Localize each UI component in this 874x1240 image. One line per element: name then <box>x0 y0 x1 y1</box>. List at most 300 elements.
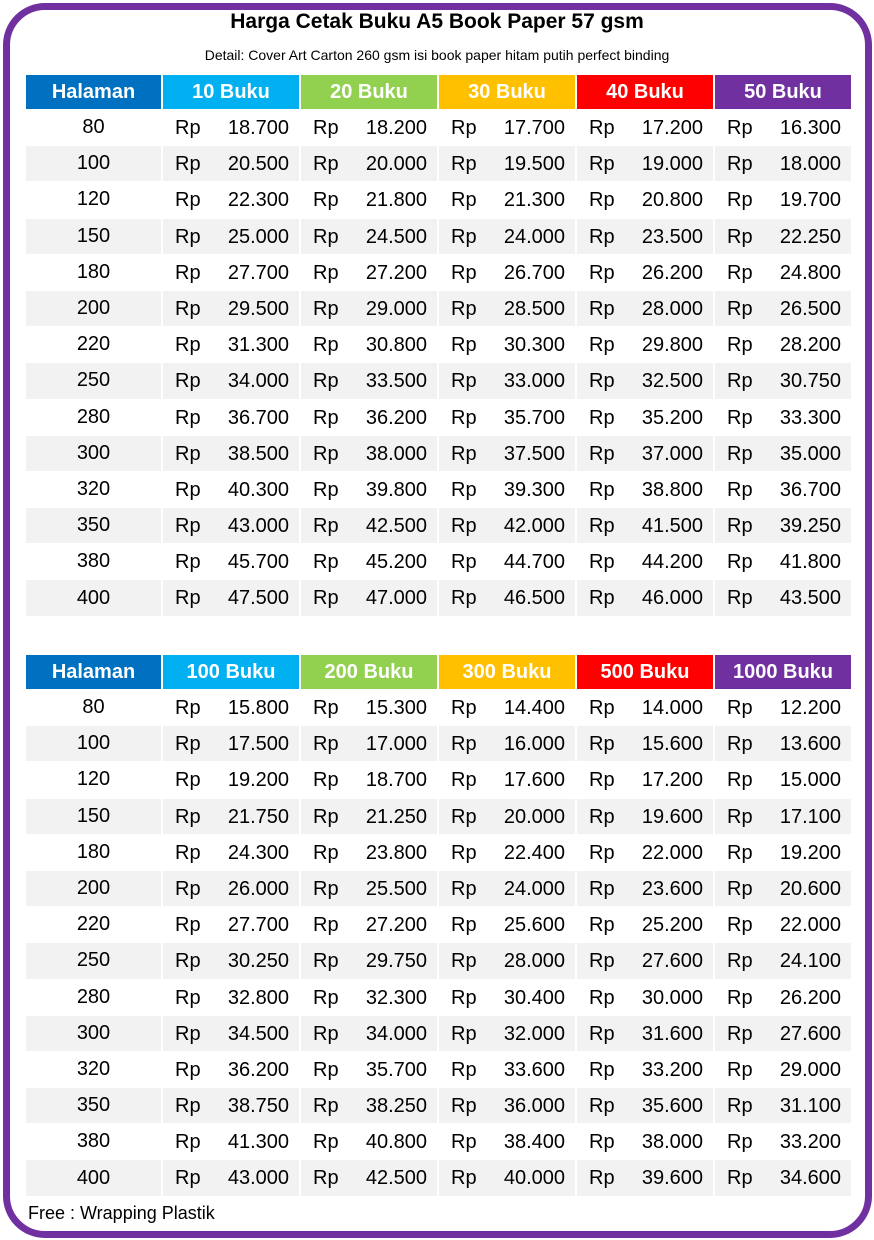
currency-label: Rp <box>313 478 339 501</box>
currency-label: Rp <box>313 153 339 176</box>
price-value: 17.000 <box>365 733 427 756</box>
currency-label: Rp <box>313 733 339 756</box>
price-cell <box>301 580 437 615</box>
price-cell <box>439 980 575 1015</box>
price-value: 27.200 <box>365 261 427 284</box>
currency-label: Rp <box>727 733 753 756</box>
table-row <box>26 980 851 1015</box>
currency-label: Rp <box>589 1131 615 1154</box>
price-cell <box>577 291 713 326</box>
price-value: 18.700 <box>365 769 427 792</box>
currency-label: Rp <box>175 914 201 937</box>
price-cell <box>715 400 851 435</box>
currency-label: Rp <box>451 733 477 756</box>
page-count-cell: 80 <box>82 696 105 719</box>
currency-label: Rp <box>727 1095 753 1118</box>
price-cell <box>715 291 851 326</box>
currency-label: Rp <box>313 442 339 465</box>
price-value: 22.250 <box>779 225 841 248</box>
price-cell <box>163 907 299 942</box>
currency-label: Rp <box>727 153 753 176</box>
price-value: 17.200 <box>641 769 703 792</box>
currency-label: Rp <box>589 1022 615 1045</box>
price-cell <box>301 363 437 398</box>
page-count-cell: 400 <box>26 580 161 615</box>
price-value: 44.200 <box>641 551 703 574</box>
price-value: 33.000 <box>503 370 565 393</box>
price-value: 28.200 <box>779 334 841 357</box>
price-cell <box>439 219 575 254</box>
price-value: 27.700 <box>227 261 289 284</box>
currency-label: Rp <box>589 551 615 574</box>
price-value: 45.700 <box>227 551 289 574</box>
price-cell <box>715 690 851 725</box>
price-cell <box>715 980 851 1015</box>
price-value: 15.000 <box>779 769 841 792</box>
column-header: 300 Buku <box>439 655 575 689</box>
price-value: 26.500 <box>779 297 841 320</box>
price-value: 42.000 <box>503 515 565 538</box>
currency-label: Rp <box>589 950 615 973</box>
price-cell <box>163 436 299 471</box>
table-row <box>26 110 851 145</box>
column-header: Halaman <box>26 75 161 109</box>
price-value: 20.000 <box>365 153 427 176</box>
price-value: 29.750 <box>365 950 427 973</box>
price-cell <box>301 690 437 725</box>
price-cell <box>439 762 575 797</box>
price-value: 38.000 <box>641 1131 703 1154</box>
price-value: 30.800 <box>365 334 427 357</box>
price-cell <box>163 1016 299 1051</box>
currency-label: Rp <box>175 877 201 900</box>
currency-label: Rp <box>589 986 615 1009</box>
currency-label: Rp <box>175 117 201 139</box>
price-table-large-qty <box>24 654 853 1197</box>
price-value: 28.500 <box>503 297 565 320</box>
price-cell <box>439 291 575 326</box>
column-header: 100 Buku <box>163 655 299 689</box>
currency-label: Rp <box>451 805 477 828</box>
currency-label: Rp <box>451 1167 477 1190</box>
currency-label: Rp <box>451 261 477 284</box>
currency-label: Rp <box>727 515 753 538</box>
price-cell <box>301 255 437 290</box>
page-count-cell: 100 <box>26 726 161 761</box>
price-value: 17.600 <box>503 769 565 792</box>
price-value: 14.400 <box>503 697 565 719</box>
price-value: 15.600 <box>641 733 703 756</box>
currency-label: Rp <box>175 406 201 429</box>
currency-label: Rp <box>451 297 477 320</box>
price-cell <box>301 327 437 362</box>
currency-label: Rp <box>175 551 201 574</box>
price-value: 25.500 <box>365 877 427 900</box>
price-cell <box>163 472 299 507</box>
price-value: 40.800 <box>365 1131 427 1154</box>
currency-label: Rp <box>727 697 753 719</box>
table-row <box>26 943 851 978</box>
price-value: 38.400 <box>503 1131 565 1154</box>
price-cell <box>301 146 437 181</box>
currency-label: Rp <box>313 406 339 429</box>
page-count-cell: 350 <box>26 508 161 543</box>
price-cell <box>163 255 299 290</box>
currency-label: Rp <box>589 406 615 429</box>
price-cell <box>301 1052 437 1087</box>
page-count-cell: 250 <box>26 363 161 398</box>
currency-label: Rp <box>451 1022 477 1045</box>
currency-label: Rp <box>727 769 753 792</box>
price-value: 22.400 <box>503 841 565 864</box>
price-cell <box>439 1088 575 1123</box>
currency-label: Rp <box>313 1167 339 1190</box>
currency-label: Rp <box>313 587 339 610</box>
page-count-cell: 280 <box>76 985 111 1008</box>
currency-label: Rp <box>727 841 753 864</box>
price-value: 34.600 <box>779 1167 841 1190</box>
currency-label: Rp <box>451 515 477 538</box>
price-value: 22.000 <box>779 914 841 937</box>
currency-label: Rp <box>727 587 753 610</box>
currency-label: Rp <box>313 1131 339 1154</box>
price-value: 39.600 <box>641 1167 703 1190</box>
price-value: 35.700 <box>503 406 565 429</box>
price-cell <box>715 871 851 906</box>
page-count-cell: 400 <box>26 1160 161 1195</box>
currency-label: Rp <box>589 370 615 393</box>
page-count-cell: 380 <box>76 1130 111 1153</box>
price-value: 25.200 <box>641 914 703 937</box>
price-value: 17.100 <box>779 805 841 828</box>
price-value: 36.200 <box>227 1058 289 1081</box>
table-row <box>26 255 851 290</box>
currency-label: Rp <box>727 406 753 429</box>
price-value: 23.500 <box>641 225 703 248</box>
price-value: 19.500 <box>503 153 565 176</box>
price-cell <box>715 255 851 290</box>
price-cell <box>577 980 713 1015</box>
price-cell <box>715 436 851 471</box>
price-cell <box>577 508 713 543</box>
price-value: 40.300 <box>227 478 289 501</box>
column-header: 40 Buku <box>577 75 713 109</box>
page-count-cell: 120 <box>76 768 111 791</box>
price-value: 13.600 <box>779 733 841 756</box>
currency-label: Rp <box>175 515 201 538</box>
price-value: 25.000 <box>227 225 289 248</box>
price-value: 36.000 <box>503 1095 565 1118</box>
price-value: 30.300 <box>503 334 565 357</box>
currency-label: Rp <box>451 334 477 357</box>
price-cell <box>163 943 299 978</box>
price-value: 23.800 <box>365 841 427 864</box>
price-value: 33.200 <box>779 1131 841 1154</box>
currency-label: Rp <box>451 914 477 937</box>
price-value: 14.000 <box>641 697 703 719</box>
price-cell <box>577 327 713 362</box>
price-value: 26.000 <box>227 877 289 900</box>
table-row <box>26 1124 851 1159</box>
currency-label: Rp <box>451 478 477 501</box>
currency-label: Rp <box>589 733 615 756</box>
price-cell <box>715 1016 851 1051</box>
currency-label: Rp <box>313 841 339 864</box>
currency-label: Rp <box>727 1167 753 1190</box>
price-value: 16.300 <box>779 117 841 139</box>
price-cell <box>301 1160 437 1195</box>
price-value: 17.700 <box>503 117 565 139</box>
column-header: 50 Buku <box>715 75 851 109</box>
price-value: 27.700 <box>227 914 289 937</box>
page-count-cell: 200 <box>26 291 161 326</box>
price-cell <box>715 146 851 181</box>
price-value: 27.600 <box>641 950 703 973</box>
price-cell <box>163 508 299 543</box>
currency-label: Rp <box>451 986 477 1009</box>
price-value: 21.300 <box>503 189 565 212</box>
price-cell <box>715 219 851 254</box>
price-value: 24.800 <box>779 261 841 284</box>
price-value: 33.200 <box>641 1058 703 1081</box>
price-value: 45.200 <box>365 551 427 574</box>
table-row <box>26 1088 851 1123</box>
price-cell <box>301 219 437 254</box>
currency-label: Rp <box>175 986 201 1009</box>
page-subtitle: Detail: Cover Art Carton 260 gsm isi book paper hitam putih perfect binding <box>204 47 670 63</box>
price-value: 22.300 <box>227 189 289 212</box>
price-value: 24.000 <box>503 877 565 900</box>
price-cell <box>301 980 437 1015</box>
price-value: 17.500 <box>227 733 289 756</box>
price-value: 38.800 <box>641 478 703 501</box>
price-value: 37.000 <box>641 442 703 465</box>
price-value: 20.000 <box>503 805 565 828</box>
price-value: 21.750 <box>227 805 289 828</box>
page-count-cell: 150 <box>26 219 161 254</box>
currency-label: Rp <box>727 1022 753 1045</box>
currency-label: Rp <box>175 1167 201 1190</box>
price-value: 19.600 <box>641 805 703 828</box>
price-value: 46.500 <box>503 587 565 610</box>
price-value: 18.200 <box>365 117 427 139</box>
price-value: 34.000 <box>365 1022 427 1045</box>
price-cell <box>163 726 299 761</box>
price-value: 24.300 <box>227 841 289 864</box>
currency-label: Rp <box>313 117 339 139</box>
table-row <box>26 472 851 507</box>
page-count-cell: 200 <box>26 871 161 906</box>
price-value: 26.700 <box>503 261 565 284</box>
price-cell <box>715 327 851 362</box>
price-value: 15.800 <box>227 697 289 719</box>
price-cell <box>715 1088 851 1123</box>
price-value: 19.200 <box>779 841 841 864</box>
currency-label: Rp <box>313 1058 339 1081</box>
currency-label: Rp <box>451 551 477 574</box>
price-cell <box>577 363 713 398</box>
price-value: 24.000 <box>503 225 565 248</box>
currency-label: Rp <box>313 805 339 828</box>
column-header: 200 Buku <box>301 655 437 689</box>
currency-label: Rp <box>727 551 753 574</box>
currency-label: Rp <box>727 297 753 320</box>
column-header: 20 Buku <box>301 75 437 109</box>
page-count-cell: 300 <box>26 436 161 471</box>
price-cell <box>577 1160 713 1195</box>
currency-label: Rp <box>727 370 753 393</box>
page-count-cell: 280 <box>76 405 111 428</box>
price-cell <box>301 1016 437 1051</box>
currency-label: Rp <box>175 1095 201 1118</box>
table-row <box>26 580 851 615</box>
price-value: 42.500 <box>365 1167 427 1190</box>
price-cell <box>577 219 713 254</box>
price-cell <box>163 1160 299 1195</box>
price-value: 41.300 <box>227 1131 289 1154</box>
currency-label: Rp <box>175 950 201 973</box>
price-cell <box>577 835 713 870</box>
price-value: 38.250 <box>365 1095 427 1118</box>
table-row <box>26 762 851 797</box>
currency-label: Rp <box>727 986 753 1009</box>
currency-label: Rp <box>451 841 477 864</box>
currency-label: Rp <box>175 189 201 212</box>
price-cell <box>577 146 713 181</box>
page-count-cell: 180 <box>76 260 111 283</box>
price-cell <box>163 980 299 1015</box>
price-value: 31.300 <box>227 334 289 357</box>
currency-label: Rp <box>175 297 201 320</box>
price-value: 39.300 <box>503 478 565 501</box>
price-value: 33.300 <box>779 406 841 429</box>
table-row <box>26 544 851 579</box>
price-value: 47.000 <box>365 587 427 610</box>
price-cell <box>301 907 437 942</box>
price-value: 36.200 <box>365 406 427 429</box>
price-value: 41.800 <box>779 551 841 574</box>
price-value: 32.500 <box>641 370 703 393</box>
price-value: 21.250 <box>365 805 427 828</box>
price-cell <box>577 1016 713 1051</box>
currency-label: Rp <box>727 478 753 501</box>
price-cell <box>577 400 713 435</box>
price-cell <box>163 762 299 797</box>
price-value: 40.000 <box>503 1167 565 1190</box>
price-value: 38.000 <box>365 442 427 465</box>
page-count-cell: 320 <box>76 477 111 500</box>
currency-label: Rp <box>451 117 477 139</box>
column-header: Halaman <box>26 655 161 689</box>
price-value: 44.700 <box>503 551 565 574</box>
price-value: 20.600 <box>779 877 841 900</box>
page-count-cell: 180 <box>76 840 111 863</box>
currency-label: Rp <box>589 478 615 501</box>
currency-label: Rp <box>175 261 201 284</box>
price-value: 30.250 <box>227 950 289 973</box>
price-cell <box>715 726 851 761</box>
currency-label: Rp <box>727 1131 753 1154</box>
currency-label: Rp <box>175 153 201 176</box>
currency-label: Rp <box>451 442 477 465</box>
price-cell <box>577 110 713 145</box>
price-value: 16.000 <box>503 733 565 756</box>
price-cell <box>163 363 299 398</box>
price-cell <box>577 182 713 217</box>
currency-label: Rp <box>451 697 477 719</box>
table-row <box>26 871 851 906</box>
price-value: 27.200 <box>365 914 427 937</box>
price-cell <box>577 690 713 725</box>
price-cell <box>439 580 575 615</box>
currency-label: Rp <box>175 442 201 465</box>
price-value: 20.500 <box>227 153 289 176</box>
currency-label: Rp <box>727 1058 753 1081</box>
table-row <box>26 400 851 435</box>
price-value: 22.000 <box>641 841 703 864</box>
price-value: 43.000 <box>227 1167 289 1190</box>
currency-label: Rp <box>313 986 339 1009</box>
currency-label: Rp <box>727 914 753 937</box>
currency-label: Rp <box>451 370 477 393</box>
currency-label: Rp <box>313 515 339 538</box>
price-value: 46.000 <box>641 587 703 610</box>
price-cell <box>163 146 299 181</box>
price-cell <box>301 110 437 145</box>
currency-label: Rp <box>451 1131 477 1154</box>
price-cell <box>715 1160 851 1195</box>
page-count-cell: 220 <box>76 333 111 356</box>
table-row <box>26 146 851 181</box>
price-cell <box>439 907 575 942</box>
page-count-cell: 320 <box>76 1057 111 1080</box>
currency-label: Rp <box>451 225 477 248</box>
table-row <box>26 291 851 326</box>
currency-label: Rp <box>589 841 615 864</box>
price-value: 32.800 <box>227 986 289 1009</box>
price-cell <box>715 907 851 942</box>
column-header: 10 Buku <box>163 75 299 109</box>
table-row <box>26 690 851 725</box>
price-cell <box>163 799 299 834</box>
price-cell <box>439 255 575 290</box>
currency-label: Rp <box>589 587 615 610</box>
price-value: 38.500 <box>227 442 289 465</box>
currency-label: Rp <box>175 733 201 756</box>
price-cell <box>715 110 851 145</box>
currency-label: Rp <box>589 914 615 937</box>
currency-label: Rp <box>451 769 477 792</box>
price-cell <box>301 508 437 543</box>
price-cell <box>715 762 851 797</box>
currency-label: Rp <box>451 877 477 900</box>
price-cell <box>577 799 713 834</box>
currency-label: Rp <box>313 1095 339 1118</box>
price-cell <box>715 580 851 615</box>
price-cell <box>439 544 575 579</box>
currency-label: Rp <box>727 950 753 973</box>
currency-label: Rp <box>589 697 615 719</box>
currency-label: Rp <box>589 1095 615 1118</box>
currency-label: Rp <box>175 587 201 610</box>
price-cell <box>715 943 851 978</box>
currency-label: Rp <box>313 297 339 320</box>
price-cell <box>715 472 851 507</box>
price-cell <box>301 472 437 507</box>
price-value: 17.200 <box>641 117 703 139</box>
currency-label: Rp <box>175 841 201 864</box>
currency-label: Rp <box>313 334 339 357</box>
